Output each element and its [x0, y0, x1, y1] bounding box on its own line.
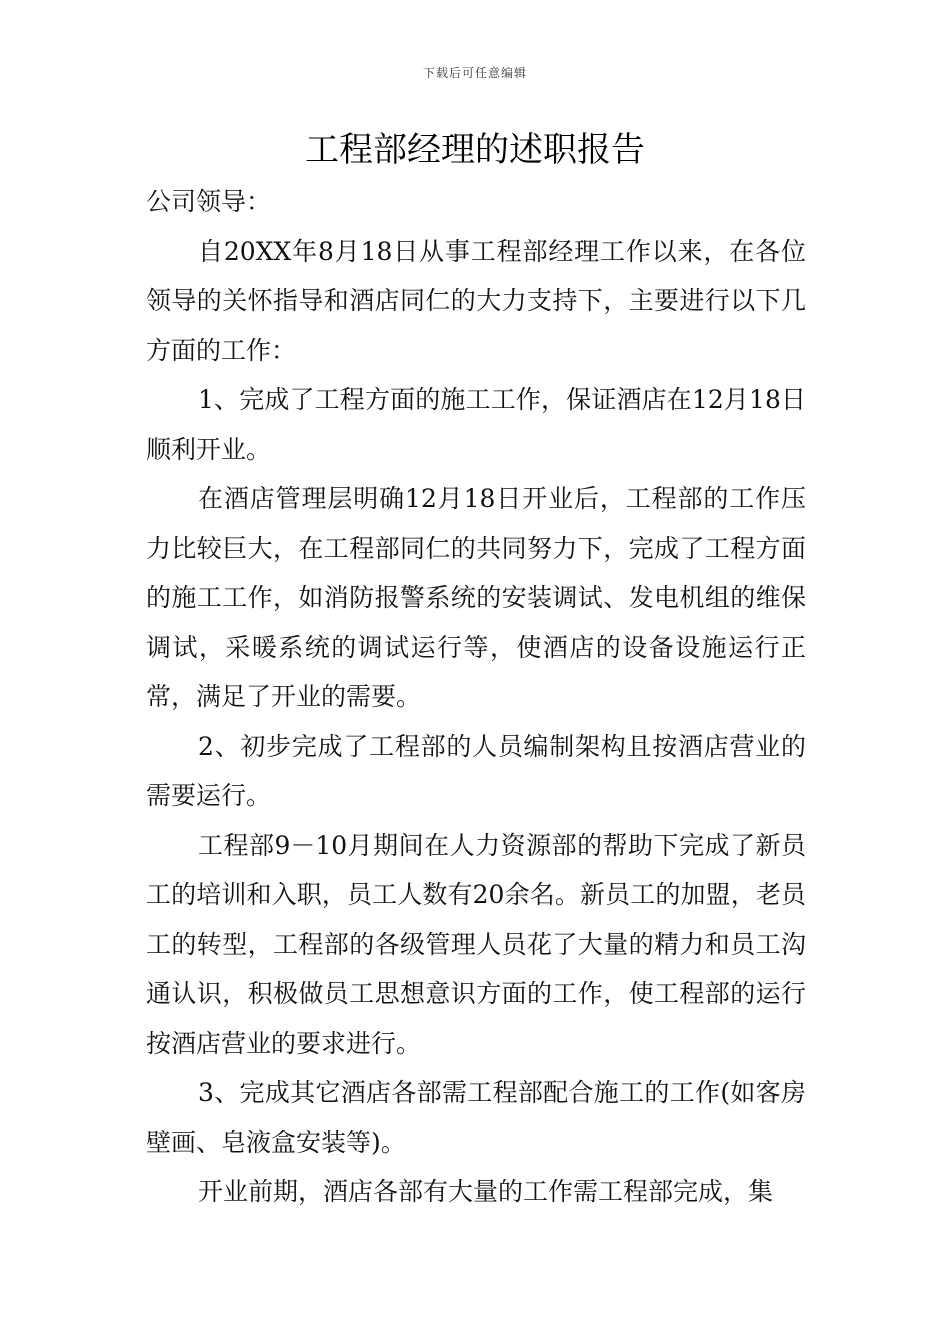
paragraph-item-3-detail: 开业前期，酒店各部有大量的工作需工程部完成，集 — [198, 1177, 774, 1206]
document-body — [146, 177, 806, 1217]
paragraph-item-1-heading: 1、完成了工程方面的施工工作，保证酒店在12月18日顺利开业。 — [146, 385, 806, 464]
document-title: 工程部经理的述职报告 — [305, 130, 645, 170]
paragraph-item-1-detail: 在酒店管理层明确12月18日开业后，工程部的工作压力比较巨大，在工程部同仁的共同努力下，完成了工程方面的施工工作，如消防报警系统的安装调试、发电机组的维保调试，采暖系统的调试运行等，使酒店的设备设施运行正常，满足了开业的需要。 — [146, 484, 806, 711]
salutation: 公司领导： — [146, 187, 272, 216]
paragraph-intro: 自20XX年8月18日从事工程部经理工作以来，在各位领导的关怀指导和酒店同仁的大力支持下，主要进行以下几方面的工作： — [146, 236, 806, 365]
paragraph-item-2-heading: 2、初步完成了工程部的人员编制架构且按酒店营业的需要运行。 — [146, 731, 806, 810]
paragraph-item-2-detail: 工程部9－10月期间在人力资源部的帮助下完成了新员工的培训和入职，员工人数有20余名。新员工的加盟，老员工的转型，工程部的各级管理人员花了大量的精力和员工沟通认识，积极做员工思想意识方面的工作，使工程部的运行按酒店营业的要求进行。 — [146, 830, 806, 1058]
header-note: 下载后可任意编辑 — [422, 66, 527, 80]
paragraph-item-3-heading: 3、完成其它酒店各部需工程部配合施工的工作(如客房壁画、皂液盒安装等)。 — [146, 1078, 806, 1157]
